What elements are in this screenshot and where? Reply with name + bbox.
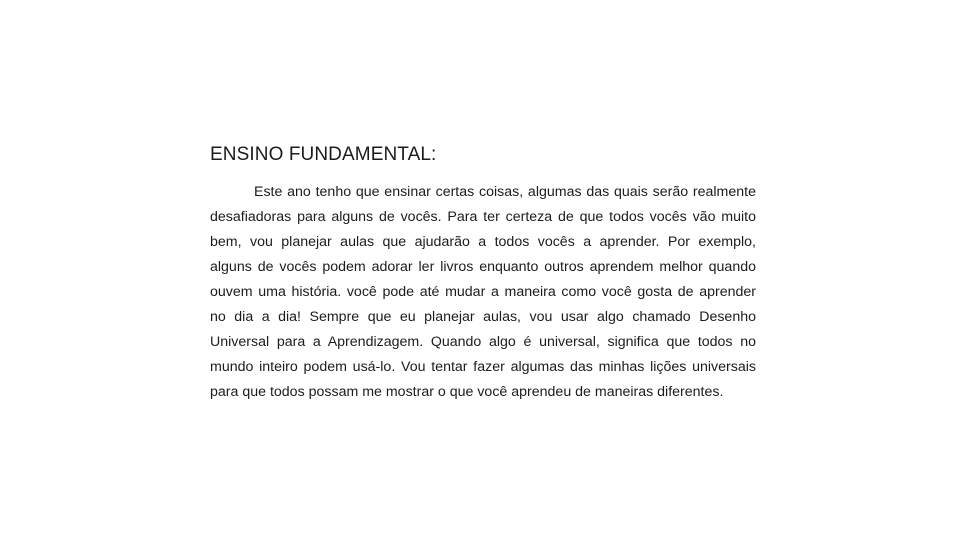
document-title: ENSINO FUNDAMENTAL: [210, 144, 437, 165]
paragraph-line: mundo inteiro podem usá-lo. Vou tentar fazer algumas das minhas lições universais [210, 359, 756, 375]
paragraph-line: no dia a dia! Sempre que eu planejar aulas, vou usar algo chamado Desenho [210, 309, 756, 325]
paragraph-line: Universal para a Aprendizagem. Quando algo é universal, significa que todos no [210, 334, 756, 350]
paragraph-line: Este ano tenho que ensinar certas coisas, algumas das quais serão realmente [254, 184, 756, 200]
document-paragraph [210, 180, 756, 405]
paragraph-line: ouvem uma história. você pode até mudar a maneira como você gosta de aprender [210, 284, 756, 300]
paragraph-line: para que todos possam me mostrar o que você aprendeu de maneiras diferentes. [210, 384, 724, 400]
paragraph-line: desafiadoras para alguns de vocês. Para ter certeza de que todos vocês vão muito [210, 209, 756, 225]
paragraph-line: alguns de vocês podem adorar ler livros enquanto outros aprendem melhor quando [210, 259, 756, 275]
paragraph-line: bem, vou planejar aulas que ajudarão a todos vocês a aprender. Por exemplo, [210, 234, 756, 250]
